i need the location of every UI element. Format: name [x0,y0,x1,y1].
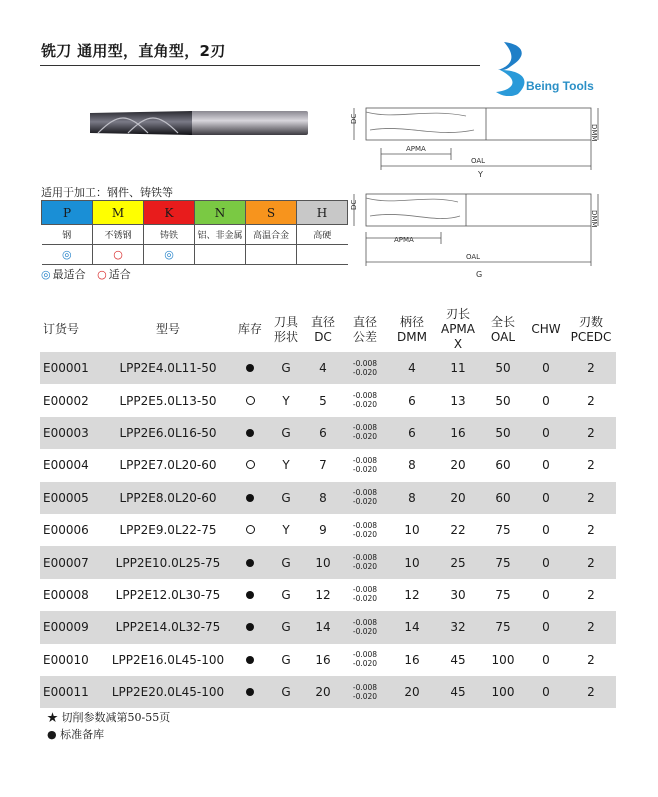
stock-cell [232,546,268,578]
dc-cell: 14 [304,611,342,643]
tolerance-upper: -0.008 [352,553,378,563]
in-stock-icon [246,688,254,696]
chw-cell: 0 [526,482,566,514]
table-row [40,384,616,416]
chw-cell: 0 [542,523,550,538]
in-stock-icon [246,364,254,372]
tolerance-cell [342,514,388,546]
model-cell: LPP2E9.0L22-75 [119,523,217,538]
type-y-label: Y [478,170,483,179]
col-tolerance: 直径 公差 [352,314,377,344]
chw-cell: 0 [542,587,550,602]
dmm-label: DMM [590,210,598,228]
dc-cell: 16 [315,652,331,667]
shape-cell: G [268,676,304,708]
apmx-cell: 22 [450,523,466,538]
apmx-cell: 11 [436,352,480,384]
tolerance-lower: -0.020 [352,432,378,442]
dmm-cell: 10 [388,546,436,578]
shape-cell: Y [282,458,290,473]
chw-cell: 0 [542,393,550,408]
tolerance-upper: -0.008 [352,520,378,530]
chw-cell: 0 [526,546,566,578]
best-fit-label: 最适合 [52,268,86,281]
pcedc-cell: 2 [587,523,595,538]
tolerance-lower: -0.020 [352,659,378,669]
dc-cell: 12 [315,587,331,602]
tolerance-lower: -0.020 [352,464,378,474]
cutting-params-note: ★ 切削参数减第50-55页 [47,711,171,724]
model-cell: LPP2E10.0L25-75 [104,546,232,578]
tolerance-lower: -0.020 [352,594,378,604]
material-name: 高硬 [297,225,348,245]
stock-cell [232,676,268,708]
col-shape: 刀具 形状 [273,314,298,344]
type-g-label: G [476,270,483,279]
table-row [40,482,616,514]
pcedc-cell: 2 [566,676,616,708]
pcedc-cell: 2 [566,352,616,384]
oal-label: OAL [466,253,481,261]
stock-cell [232,644,268,676]
table-row [40,352,616,384]
material-code-p: P [42,201,93,225]
apmx-cell: 32 [436,611,480,643]
chw-cell: 0 [526,352,566,384]
tolerance-upper: -0.008 [352,391,378,401]
tolerance-cell [342,676,388,708]
col-dc: 直径 DC [310,314,335,344]
apma-label: APMA [406,145,426,153]
oal-cell: 75 [480,546,526,578]
material-name: 铝、非金属 [195,225,246,245]
suitability-mark: ◎ [144,245,195,265]
tolerance-upper: -0.008 [352,455,378,465]
product-table [40,307,616,708]
stock-cell [232,579,268,611]
oal-cell: 50 [495,393,511,408]
material-code-m: M [93,201,144,225]
order-no-cell: E00001 [40,352,104,384]
tolerance-upper: -0.008 [352,423,378,433]
dmm-cell: 12 [404,587,420,602]
pcedc-cell: 2 [587,393,595,408]
tolerance-cell [342,579,388,611]
tolerance-cell [342,352,388,384]
not-stocked-icon [246,525,255,534]
oal-cell: 75 [495,523,511,538]
dmm-cell: 10 [404,523,420,538]
material-name: 铸铁 [144,225,195,245]
table-row [40,546,616,578]
tolerance-lower: -0.020 [352,562,378,572]
tolerance-upper: -0.008 [352,585,378,595]
suitability-mark: ○ [93,245,144,265]
good-fit-icon: ○ [97,268,107,281]
in-stock-icon [246,429,254,437]
model-cell: LPP2E4.0L11-50 [104,352,232,384]
material-code-n: N [195,201,246,225]
stock-cell [232,482,268,514]
tolerance-lower: -0.020 [352,529,378,539]
order-no-cell: E00006 [43,523,89,538]
order-no-cell: E00003 [40,417,104,449]
stock-cell [232,417,268,449]
material-code-k: K [144,201,195,225]
apmx-cell: 45 [450,652,466,667]
tolerance-lower: -0.020 [352,626,378,636]
order-no-cell: E00011 [40,676,104,708]
chw-cell: 0 [542,652,550,667]
apmx-cell: 20 [436,482,480,514]
suitability-mark: ◎ [42,245,93,265]
material-name: 钢 [42,225,93,245]
oal-label: OAL [471,157,486,165]
oal-cell: 50 [480,417,526,449]
pcedc-cell: 2 [566,546,616,578]
end-mill-photo [88,103,310,141]
tolerance-upper: -0.008 [352,650,378,660]
dc-cell: 8 [304,482,342,514]
col-dmm: 柄径 DMM [397,314,427,344]
apmx-cell: 13 [450,393,466,408]
dmm-cell: 8 [408,458,416,473]
dmm-cell: 4 [388,352,436,384]
oal-cell: 60 [480,482,526,514]
table-row [40,579,616,611]
col-chw: CHW [531,322,561,336]
chw-cell: 0 [542,458,550,473]
standard-stock-note: ● 标准备库 [47,728,105,741]
model-cell: LPP2E20.0L45-100 [104,676,232,708]
pcedc-cell: 2 [587,587,595,602]
suitability-legend [41,266,133,282]
material-code-s: S [246,201,297,225]
not-stocked-icon [246,460,255,469]
col-order-no: 订货号 [43,322,80,336]
tolerance-cell [342,611,388,643]
in-stock-icon [246,623,254,631]
shape-cell: G [281,587,291,602]
model-cell: LPP2E16.0L45-100 [111,652,225,667]
dc-cell: 4 [304,352,342,384]
shape-cell: Y [282,393,290,408]
tolerance-lower: -0.020 [352,400,378,410]
dc-cell: 9 [319,523,327,538]
tolerance-lower: -0.020 [352,691,378,701]
dmm-cell: 6 [408,393,416,408]
suitability-mark [246,245,297,265]
table-row [40,449,616,481]
model-cell: LPP2E12.0L30-75 [115,587,221,602]
dc-cell: 7 [319,458,327,473]
order-no-cell: E00008 [43,587,89,602]
shape-cell: G [268,546,304,578]
dc-label: DC [350,199,358,210]
table-row [40,644,616,676]
model-cell: LPP2E14.0L32-75 [104,611,232,643]
shape-cell: Y [282,523,290,538]
dmm-label: DMM [590,124,598,142]
chw-cell: 0 [526,676,566,708]
dc-cell: 5 [319,393,327,408]
chw-cell: 0 [526,417,566,449]
tolerance-cell [342,384,388,416]
order-no-cell: E00009 [40,611,104,643]
tolerance-upper: -0.008 [352,488,378,498]
apmx-cell: 20 [450,458,466,473]
order-no-cell: E00002 [43,393,89,408]
table-row [40,417,616,449]
dmm-cell: 16 [404,652,420,667]
pcedc-cell: 2 [587,458,595,473]
model-cell: LPP2E7.0L20-60 [119,458,217,473]
shape-cell: G [281,652,291,667]
table-row [40,611,616,643]
oal-cell: 100 [480,676,526,708]
tolerance-upper: -0.008 [352,617,378,627]
tolerance-cell [342,482,388,514]
oal-cell: 100 [491,652,515,667]
apma-label: APMA [394,236,414,244]
shape-cell: G [268,611,304,643]
apmx-cell: 30 [450,587,466,602]
dmm-cell: 20 [388,676,436,708]
suitability-mark [195,245,246,265]
dc-cell: 6 [304,417,342,449]
shape-cell: G [268,352,304,384]
apmx-cell: 16 [436,417,480,449]
order-no-cell: E00005 [40,482,104,514]
dmm-cell: 14 [388,611,436,643]
good-fit-label: 适合 [108,268,131,281]
stock-cell [232,611,268,643]
tolerance-cell [342,546,388,578]
suitability-mark [297,245,348,265]
model-cell: LPP2E8.0L20-60 [104,482,232,514]
pcedc-cell: 2 [566,482,616,514]
tolerance-upper: -0.008 [352,358,378,368]
dc-cell: 20 [304,676,342,708]
model-cell: LPP2E5.0L13-50 [119,393,217,408]
tolerance-upper: -0.008 [352,682,378,692]
logo-text: Being Tools [526,79,594,93]
tolerance-lower: -0.020 [352,497,378,507]
in-stock-icon [246,559,254,567]
not-stocked-icon [246,396,255,405]
dc-cell: 10 [304,546,342,578]
shape-cell: G [268,417,304,449]
page-title: 铣刀 通用型，直角型，2刃 [41,42,226,60]
col-oal: 全长 OAL [490,314,516,344]
title-divider [40,65,480,66]
material-table [41,200,348,265]
applicable-materials-text: 适用于加工：钢件、铸铁等 [41,186,173,199]
stock-cell [232,352,268,384]
best-fit-icon: ◎ [41,268,51,281]
order-no-cell: E00010 [43,652,89,667]
pcedc-cell: 2 [566,611,616,643]
shape-cell: G [268,482,304,514]
order-no-cell: E00004 [43,458,89,473]
pcedc-cell: 2 [566,417,616,449]
col-stock: 库存 [237,322,262,336]
in-stock-icon [246,591,254,599]
drawing-type-y [346,100,616,180]
pcedc-cell: 2 [587,652,595,667]
oal-cell: 60 [495,458,511,473]
tolerance-lower: -0.020 [352,367,378,377]
apmx-cell: 45 [436,676,480,708]
dmm-cell: 6 [388,417,436,449]
stock-cell [232,449,268,481]
material-name: 不锈钢 [93,225,144,245]
col-model: 型号 [155,322,180,336]
dc-label: DC [350,113,358,124]
table-row [40,676,616,708]
oal-cell: 75 [480,611,526,643]
in-stock-icon [246,494,254,502]
in-stock-icon [246,656,254,664]
dmm-cell: 8 [388,482,436,514]
material-code-h: H [297,201,348,225]
oal-cell: 75 [495,587,511,602]
table-row [40,514,616,546]
material-name: 高温合金 [246,225,297,245]
tolerance-cell [342,417,388,449]
apmx-cell: 25 [436,546,480,578]
col-pcedc: 刃数 PCEDC [570,314,612,344]
col-apmx: 刃长 APMA X [440,307,475,351]
tolerance-cell [342,644,388,676]
chw-cell: 0 [526,611,566,643]
oal-cell: 50 [480,352,526,384]
stock-cell [232,514,268,546]
order-no-cell: E00007 [40,546,104,578]
stock-cell [232,384,268,416]
tolerance-cell [342,449,388,481]
drawing-type-g [346,182,616,282]
model-cell: LPP2E6.0L16-50 [104,417,232,449]
